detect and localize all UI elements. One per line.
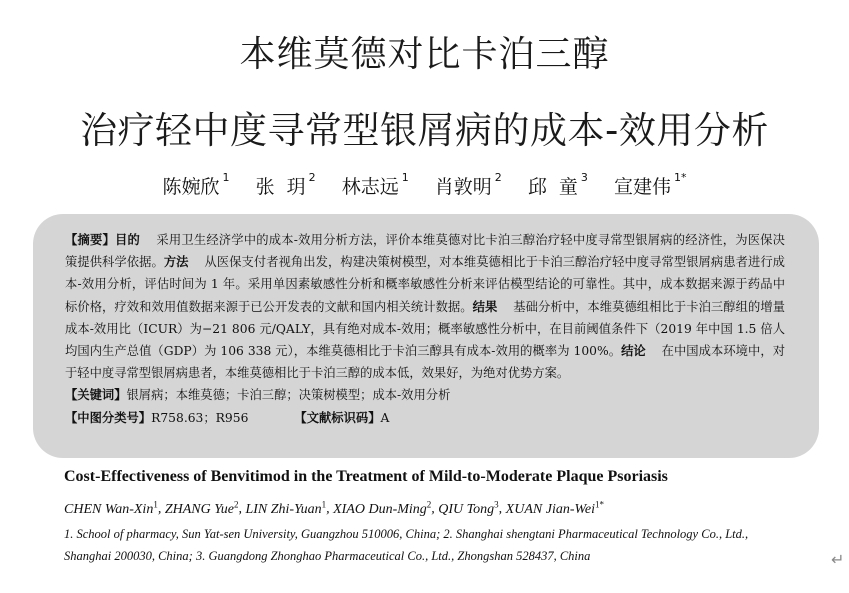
chinese-title-line-1: 本维莫德对比卡泊三醇 [239, 34, 610, 75]
author: 陈婉欣 $^1$ [162, 171, 230, 198]
english-affiliations: 1. School of pharmacy, Sun Yat-sen University, Guangzhou 510006, China; 2. Shanghai shengtani Pharmaceutical Technology Co., Ltd., Shanghai 200030, China; 3. Guangdong Zhonghao Pharmaceutical Co., Ltd., Zhongshan 528437, China [64, 527, 749, 563]
keywords-text: 银屑病；本维莫德；卡泊三醇；决策树模型；成本-效用分析 [126, 388, 451, 403]
chinese-title-line-2: 治疗轻中度寻常型银屑病的成本-效用分析 [80, 109, 769, 152]
author: XUAN Jian-Wei$^{1*}$ [505, 499, 604, 517]
english-title: Cost-Effectiveness of Benvitimod in the Treatment of Mild-to-Moderate Plaque Psoriasis [64, 468, 668, 485]
doc-code-value: A [380, 410, 390, 425]
abstract-label: 【摘要】 [65, 232, 115, 247]
english-author-list: CHEN Wan-Xin$^1$, ZHANG Yue$^2$, LIN Zhi-Yuan$^1$, XIAO Dun-Ming$^2$, QIU Tong$^3$, XUAN Jian-Wei$^{1*}$ [64, 499, 604, 517]
author: ZHANG Yue$^2$ [164, 499, 239, 517]
author: 肖敦明 $^2$ [434, 171, 502, 198]
clc-label: 【中图分类号】 [65, 409, 152, 425]
author: QIU Tong$^3$ [438, 499, 499, 517]
author: CHEN Wan-Xin$^1$ [64, 499, 158, 517]
paragraph-return-icon: ↵ [831, 550, 845, 569]
doc-code-label: 【文献标识码】 [294, 409, 381, 425]
keywords-label: 【关键词】 [65, 387, 127, 403]
results-label: 结果 [472, 298, 498, 314]
abstract-box [33, 214, 819, 458]
chinese-author-list [0, 172, 849, 199]
author: LIN Zhi-Yuan$^1$ [245, 499, 327, 517]
methods-label: 方法 [163, 254, 189, 270]
classification-line [65, 407, 785, 429]
objective-text: 采用卫生经济学中的成本-效用分析方法，评价本维莫德对比卡泊三醇治疗轻中度寻常型银屑病的经济性，为医保决策提供科学依据。 [65, 233, 785, 270]
author: 林志远 $^1$ [341, 171, 409, 198]
author: 邱 童 $^3$ [527, 171, 588, 198]
results-text: 基础分析中，本维莫德组相比于卡泊三醇组的增量成本-效用比（ICUR）为−21 806 元/QALY，具有绝对成本-效用；概率敏感性分析中，在目前阈值条件下（2019 年中国 1.5 倍人均国内生产总值（GDP）为 106 338 元），本维莫德相比于卡泊三醇具有成本-效用的概率为 100%。 [65, 299, 785, 359]
author: 宣建伟 $^{1*}$ [613, 171, 687, 198]
abstract-text [65, 229, 785, 384]
author: 张 玥 $^2$ [255, 171, 316, 198]
clc-value: R758.63；R956 [151, 410, 249, 425]
conclusion-label: 结论 [621, 343, 646, 359]
methods-text: 从医保支付者视角出发，构建决策树模型，对本维莫德相比于卡泊三醇治疗轻中度寻常型银屑病患者进行成本-效用分析，评估时间为 1 年。采用单因素敏感性分析和概率敏感性分析来评估模型结论的可靠性。其中，成本数据来源于药品中标价格，疗效和效用值数据来源于已公开发表的文献和国内相关统计数据。 [65, 255, 785, 314]
objective-label: 目的 [114, 232, 140, 247]
author: XIAO Dun-Ming$^2$ [333, 499, 432, 517]
keywords-line [65, 384, 785, 406]
conclusion-text: 在中国成本环境中，对于轻中度寻常型银屑病患者，本维莫德相比于卡泊三醇的成本低，效果好，为绝对优势方案。 [65, 344, 785, 381]
